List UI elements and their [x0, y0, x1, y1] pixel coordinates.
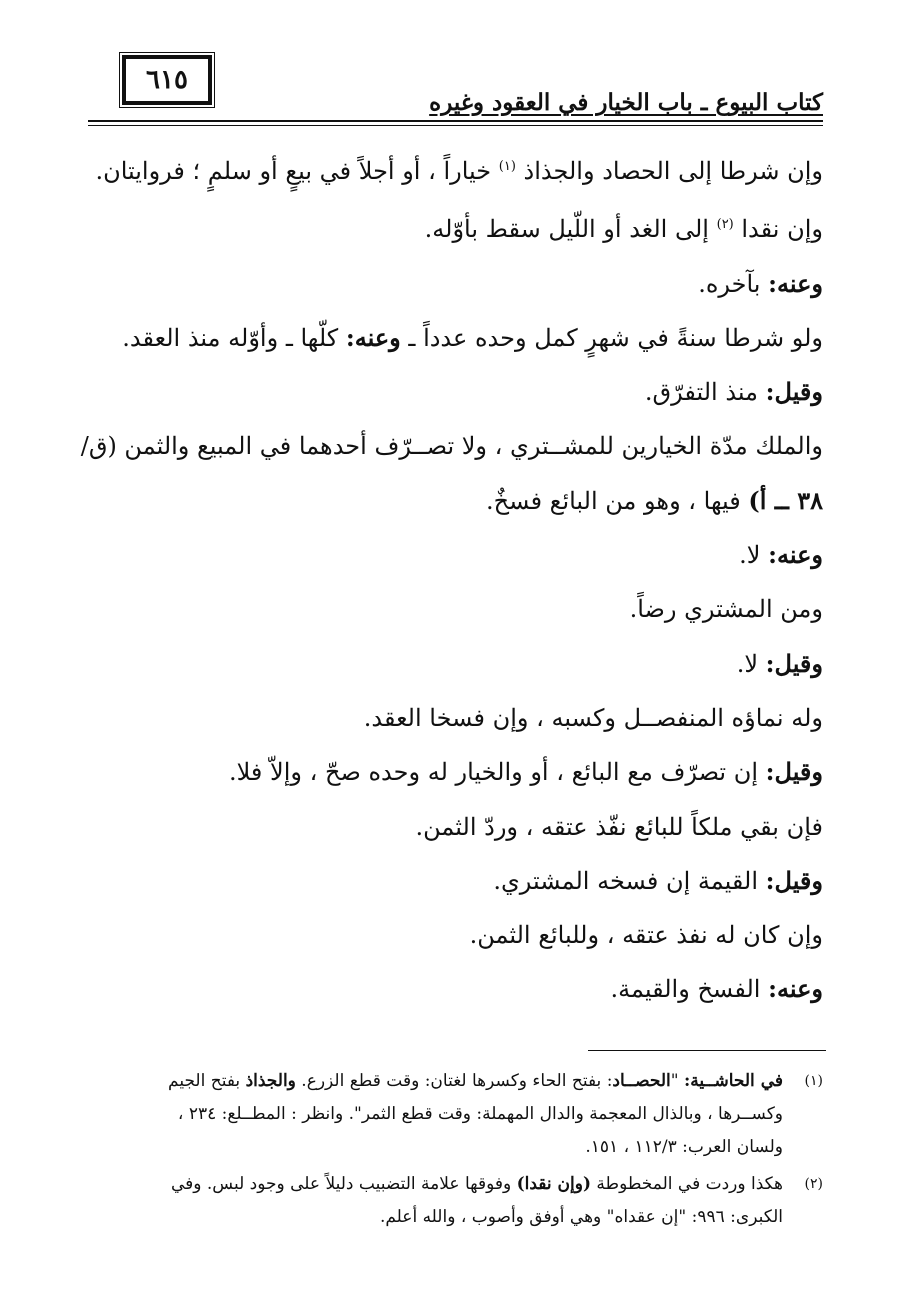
- keyword: وقيل:: [765, 757, 823, 787]
- text-run: ومن المشتري رضاً.: [629, 595, 823, 624]
- text-line: [88, 582, 823, 636]
- text-line: [88, 962, 823, 1016]
- keyword: في الحاشــية:: [684, 1071, 783, 1091]
- keyword: وقيل:: [765, 377, 823, 407]
- keyword: وعنه:: [768, 540, 823, 570]
- footnote-ref[interactable]: (١): [498, 159, 516, 174]
- footnote-line: وكســرها ، وبالذال المعجمة والدال المهملة: وقت قطع الثمر". وانظر : المطــلع: ٢٣٤ ،: [177, 1104, 783, 1124]
- text-line: [88, 474, 823, 528]
- keyword: وقيل:: [765, 865, 823, 895]
- text-run: : بفتح الحاء وكسرها لغتان: وقت قطع الزرع.: [301, 1071, 613, 1091]
- text-line: [88, 800, 823, 854]
- footnotes: [88, 1065, 823, 1238]
- text-run: إلى الغد أو اللّيل سقط بأوّله.: [424, 215, 709, 244]
- text-run: هكذا وردت في المخطوطة: [596, 1174, 783, 1194]
- footnote-line: [88, 1065, 783, 1098]
- text-run: وإن شرطا إلى الحصاد والجذاذ: [523, 157, 823, 185]
- footnote-number: (١): [804, 1073, 823, 1089]
- manuscript-ref: ٣٨ ــ أ): [748, 485, 823, 515]
- footnote-rule: [588, 1050, 826, 1051]
- text-run: خياراً ، أو أجلاً في بيعٍ أو سلمٍ ؛ فروايتان.: [95, 157, 492, 185]
- footnote-number: (٢): [804, 1176, 823, 1192]
- keyword: وقيل:: [765, 648, 823, 678]
- text-line: [88, 745, 823, 799]
- page-number: ٦١٥: [146, 65, 188, 95]
- text-run: بفتح الجيم: [168, 1071, 241, 1091]
- footnote-line: [88, 1168, 783, 1201]
- text-run: ولو شرطا سنةً في شهرٍ كمل وحده عدداً ـ: [408, 323, 823, 352]
- text-line: [88, 257, 823, 311]
- text-run: القيمة إن فسخه المشتري.: [493, 866, 759, 895]
- keyword: والجذاذ: [245, 1071, 296, 1091]
- text-line: [80, 419, 823, 473]
- header-rule: [88, 120, 823, 122]
- text-line: [88, 311, 823, 365]
- text-run: فإن بقي ملكاً للبائع نفّذ عتقه ، وردّ الثمن.: [415, 812, 823, 841]
- text-line: [88, 908, 823, 962]
- text-run: ": [670, 1071, 679, 1091]
- text-run: وإن كان له نفذ عتقه ، وللبائع الثمن.: [469, 921, 823, 950]
- text-run: منذ التفرّق.: [644, 378, 759, 407]
- footnote-line: الكبرى: ٩٩٦: "إن عقداه" وهي أوفق وأصوب ، والله أعلم.: [379, 1207, 783, 1227]
- footnote: [88, 1065, 823, 1164]
- footnote-line: ولسان العرب: ١١٢/٣ ، ١٥١.: [585, 1137, 783, 1157]
- header-rule-thin: [88, 125, 823, 126]
- keyword: وعنه:: [768, 268, 823, 298]
- text-run: وإن نقدا: [741, 215, 823, 244]
- keyword: الحصــاد: [612, 1071, 671, 1091]
- text-line: [88, 637, 823, 691]
- text-line: [88, 198, 823, 256]
- text-run: إن تصرّف مع البائع ، أو والخيار له وحده صحّ ، وإلاّ فلا.: [228, 758, 759, 787]
- header-title: كتاب البيوع ـ باب الخيار في العقود وغيره: [429, 89, 823, 116]
- text-run: لا.: [736, 649, 759, 678]
- keyword: (وإن نقدا): [516, 1174, 592, 1194]
- keyword: وعنه:: [345, 322, 401, 352]
- text-line: [88, 365, 823, 419]
- text-run: لا.: [739, 541, 761, 570]
- main-text: [80, 140, 823, 1017]
- text-run: فيها ، وهو من البائع فسخٌ.: [486, 486, 741, 515]
- text-run: والملك مدّة الخيارين للمشــتري ، ولا تصــرّف أحدهما في المبيع والثمن (ق/: [80, 432, 823, 461]
- text-run: الفسخ والقيمة.: [610, 975, 761, 1004]
- text-line: [88, 854, 823, 908]
- text-line: [88, 140, 823, 198]
- text-run: وفوقها علامة التضبيب دليلاً على وجود لبس. وفي: [170, 1174, 512, 1194]
- footnote-ref[interactable]: (٢): [716, 217, 734, 233]
- text-line: [88, 691, 823, 745]
- text-run: كلّها ـ وأوّله منذ العقد.: [122, 323, 339, 352]
- text-line: [88, 528, 823, 582]
- footnote: [88, 1168, 823, 1234]
- keyword: وعنه:: [768, 974, 823, 1004]
- text-run: بآخره.: [698, 269, 761, 298]
- text-run: وله نماؤه المنفصــل وكسبه ، وإن فسخا العقد.: [363, 703, 823, 732]
- running-header: [88, 88, 823, 118]
